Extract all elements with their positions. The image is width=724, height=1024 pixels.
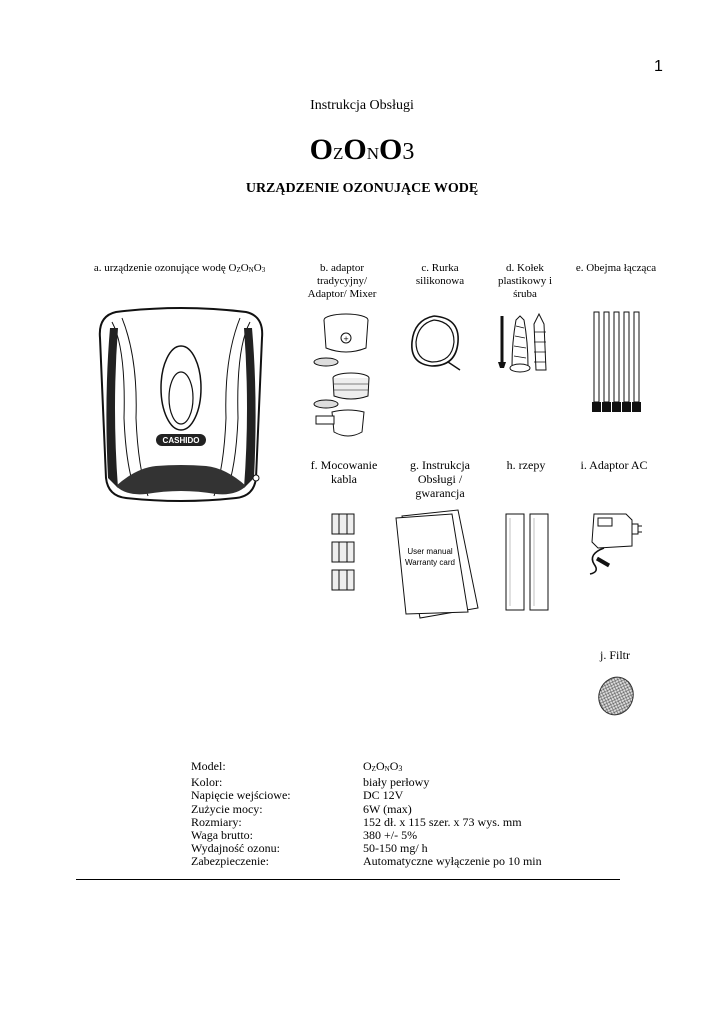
spec-row: Zabezpieczenie: Automatyczne wyłączenie po 10 min: [191, 854, 542, 869]
manual-card-line1: User manual: [407, 547, 453, 556]
label-item-a: a. urządzenie ozonujące wodę OZONO3: [93, 262, 266, 274]
silicone-tube-illustration: [404, 312, 464, 372]
label-item-j: j. Filtr: [599, 648, 630, 662]
spec-row: Zużycie mocy: 6W (max): [191, 801, 412, 816]
cable-ties-illustration: [586, 310, 642, 420]
label-item-e: e. Obejma łącząca: [575, 262, 657, 274]
label-item-b: b. adaptor tradycyjny/ Adaptor/ Mixer: [307, 262, 377, 300]
logo-text: CASHIDO: [162, 436, 200, 445]
spec-row: Waga brutto: 380 +/- 5%: [191, 828, 418, 843]
svg-text:+: +: [343, 335, 349, 343]
label-item-c: c. Rurka silikonowa: [415, 262, 465, 287]
spec-row: Kolor: biały perłowy: [191, 775, 430, 790]
document-heading: URZĄDZENIE OZONUJĄCE WODĘ: [245, 181, 479, 196]
ozonator-device-illustration: [96, 308, 266, 508]
ac-adaptor-illustration: [584, 510, 644, 576]
spec-row: Rozmiary: 152 dł. x 115 szer. x 73 wys. mm: [191, 814, 522, 829]
page-number: 1: [654, 58, 663, 75]
user-manual-illustration: [392, 508, 484, 620]
brand-title: OZONO3: [309, 133, 415, 166]
label-item-i: i. Adaptor AC: [580, 458, 648, 472]
velcro-strips-illustration: [504, 512, 550, 612]
document-subtitle: Instrukcja Obsługi: [310, 98, 414, 113]
label-item-d: d. Kołek plastikowy i śruba: [497, 262, 553, 300]
spec-row: Napięcie wejściowe: DC 12V: [191, 788, 404, 803]
label-item-h: h. rzepy: [506, 458, 546, 472]
spec-row: Model: OZONO3: [191, 760, 542, 776]
horizontal-rule: [76, 879, 620, 880]
spec-model-value: OZONO3: [363, 759, 403, 773]
label-item-g: g. Instrukcja Obsługi / gwarancja: [410, 458, 470, 500]
specifications-table: [191, 760, 542, 869]
spec-row: Wydajność ozonu: 50-150 mg/ h: [191, 841, 428, 856]
label-item-f: f. Mocowanie kabla: [310, 458, 378, 486]
manual-card-line2: Warranty card: [405, 558, 455, 567]
filter-illustration: [596, 676, 636, 716]
plug-screw-illustration: [494, 312, 554, 374]
cable-mount-illustration: [330, 512, 356, 592]
adaptor-mixer-illustration: [306, 308, 376, 448]
